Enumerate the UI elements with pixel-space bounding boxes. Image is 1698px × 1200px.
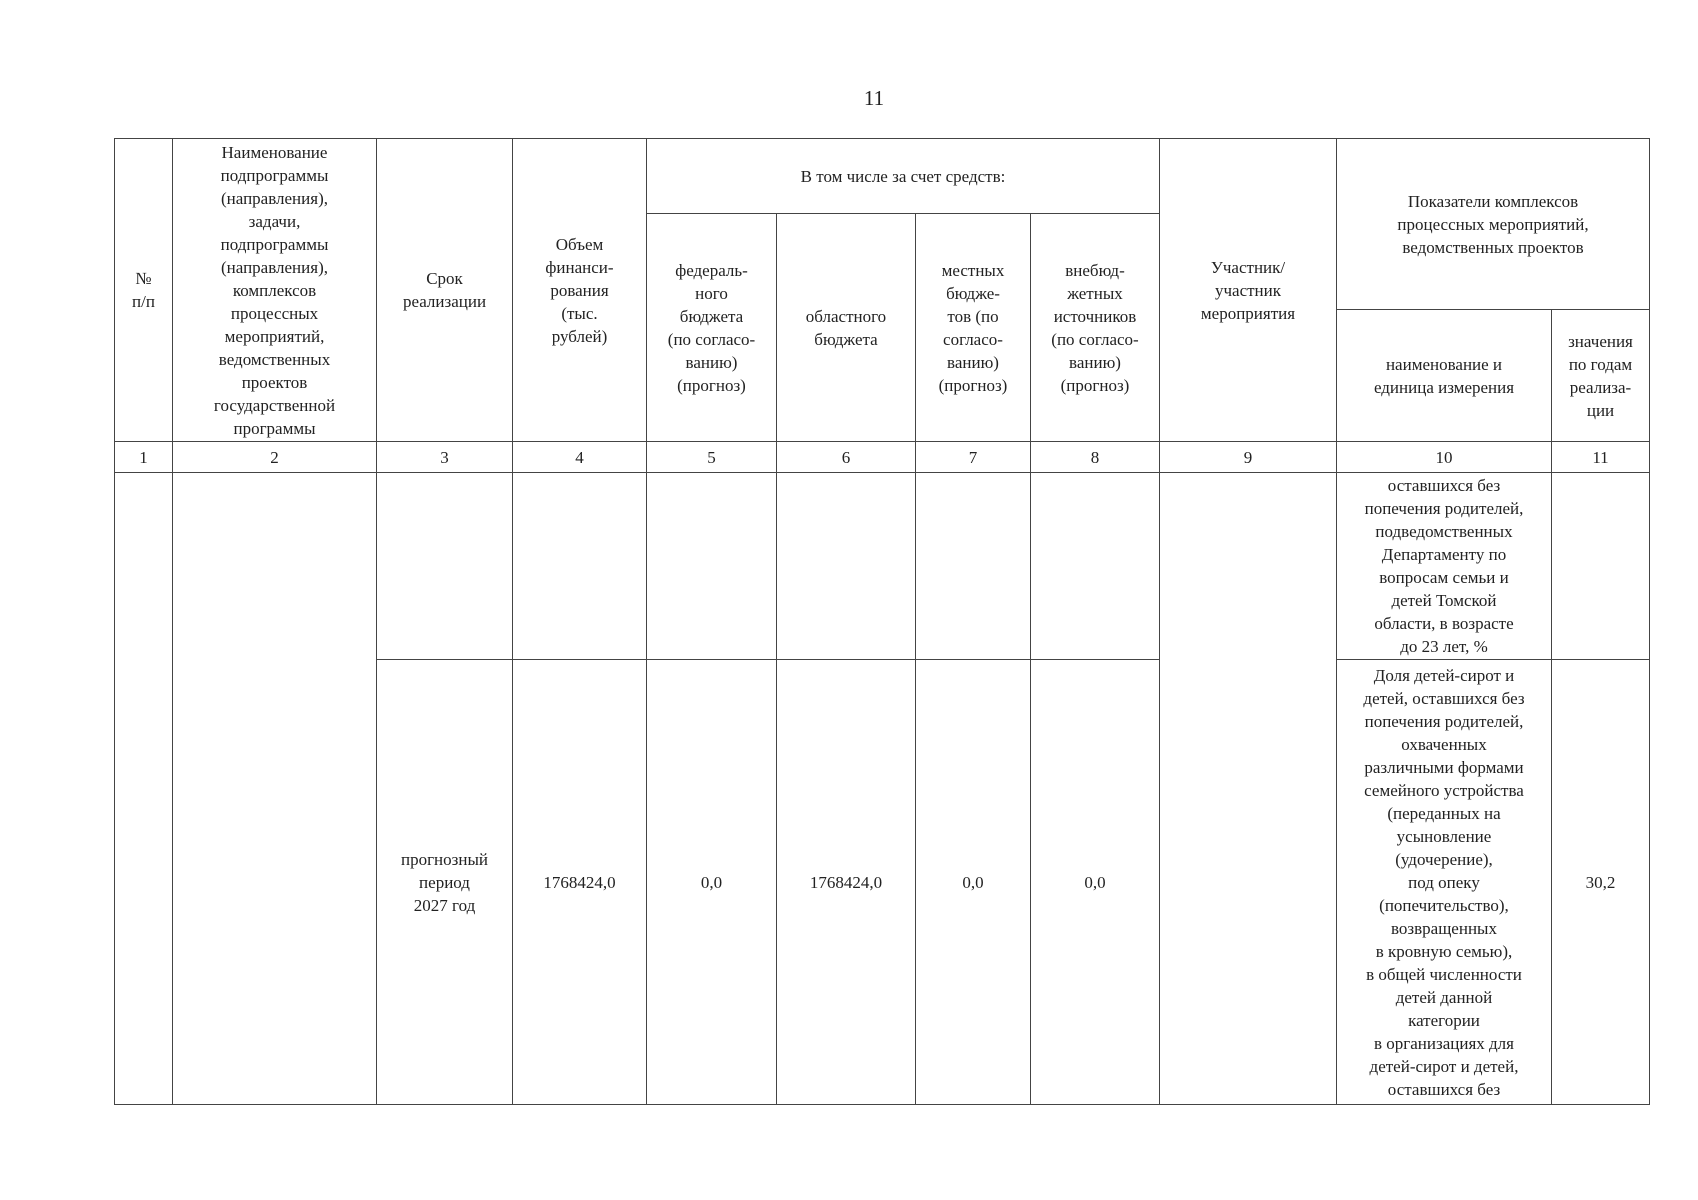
- indicator-value-cell: [1552, 473, 1650, 660]
- column-number: 4: [513, 442, 647, 473]
- header-indicator-values: значения по годам реализа- ции: [1552, 310, 1650, 442]
- page-number: 11: [863, 86, 885, 110]
- regional-cell: 1768424,0: [777, 660, 916, 1105]
- federal-cell: 0,0: [647, 660, 777, 1105]
- header-local: местных бюдже- тов (по согласо- ванию) (прогноз): [916, 214, 1031, 442]
- local-cell: 0,0: [916, 660, 1031, 1105]
- column-number: 2: [173, 442, 377, 473]
- column-number: 6: [777, 442, 916, 473]
- extrabudget-cell: 0,0: [1031, 660, 1160, 1105]
- indicator-name-cell: оставшихся без попечения родителей, подведомственных Департаменту по вопросам семьи и детей Томской области, в возрасте до 23 лет, %: [1337, 473, 1552, 660]
- column-number: 7: [916, 442, 1031, 473]
- extrabudget-cell: [1031, 473, 1160, 660]
- column-number: 11: [1552, 442, 1650, 473]
- header-indicator-name: наименование и единица измерения: [1337, 310, 1552, 442]
- header-federal: федераль- ного бюджета (по согласо- ванию) (прогноз): [647, 214, 777, 442]
- header-volume: Объем финанси- рования (тыс. рублей): [513, 139, 647, 442]
- header-regional: областного бюджета: [777, 214, 916, 442]
- column-number: 1: [115, 442, 173, 473]
- header-name: Наименование подпрограммы (направления), задачи, подпрограммы (направления), комплексов процессных мероприятий, ведомственных проектов государственной программы: [173, 139, 377, 442]
- indicator-value-cell: 30,2: [1552, 660, 1650, 1105]
- volume-cell: 1768424,0: [513, 660, 647, 1105]
- row-number-cell: [115, 473, 173, 1105]
- local-cell: [916, 473, 1031, 660]
- header-indicators-group: Показатели комплексов процессных мероприятий, ведомственных проектов: [1337, 139, 1650, 310]
- regional-cell: [777, 473, 916, 660]
- header-number: № п/п: [115, 139, 173, 442]
- column-number: 3: [377, 442, 513, 473]
- column-number: 10: [1337, 442, 1552, 473]
- row-name-cell: [173, 473, 377, 1105]
- column-number: 8: [1031, 442, 1160, 473]
- participant-cell: [1160, 473, 1337, 1105]
- column-number: 5: [647, 442, 777, 473]
- term-cell: [377, 473, 513, 660]
- indicator-name-cell: Доля детей-сирот и детей, оставшихся без попечения родителей, охваченных различными формами семейного устройства (переданных на усыновление (удочерение), под опеку (попечительство), возвращенных в кровную семью), в общей численности детей данной категории в организациях для детей-сирот и детей, оставшихся без: [1337, 660, 1552, 1105]
- federal-cell: [647, 473, 777, 660]
- header-term: Срок реализации: [377, 139, 513, 442]
- header-extrabudget: внебюд- жетных источников (по согласо- ванию) (прогноз): [1031, 214, 1160, 442]
- program-table: [114, 138, 1650, 1105]
- table-row: [115, 473, 1650, 660]
- header-funds-group: В том числе за счет средств:: [647, 139, 1160, 214]
- volume-cell: [513, 473, 647, 660]
- column-number: 9: [1160, 442, 1337, 473]
- term-cell: прогнозный период 2027 год: [377, 660, 513, 1105]
- header-participant: Участник/ участник мероприятия: [1160, 139, 1337, 442]
